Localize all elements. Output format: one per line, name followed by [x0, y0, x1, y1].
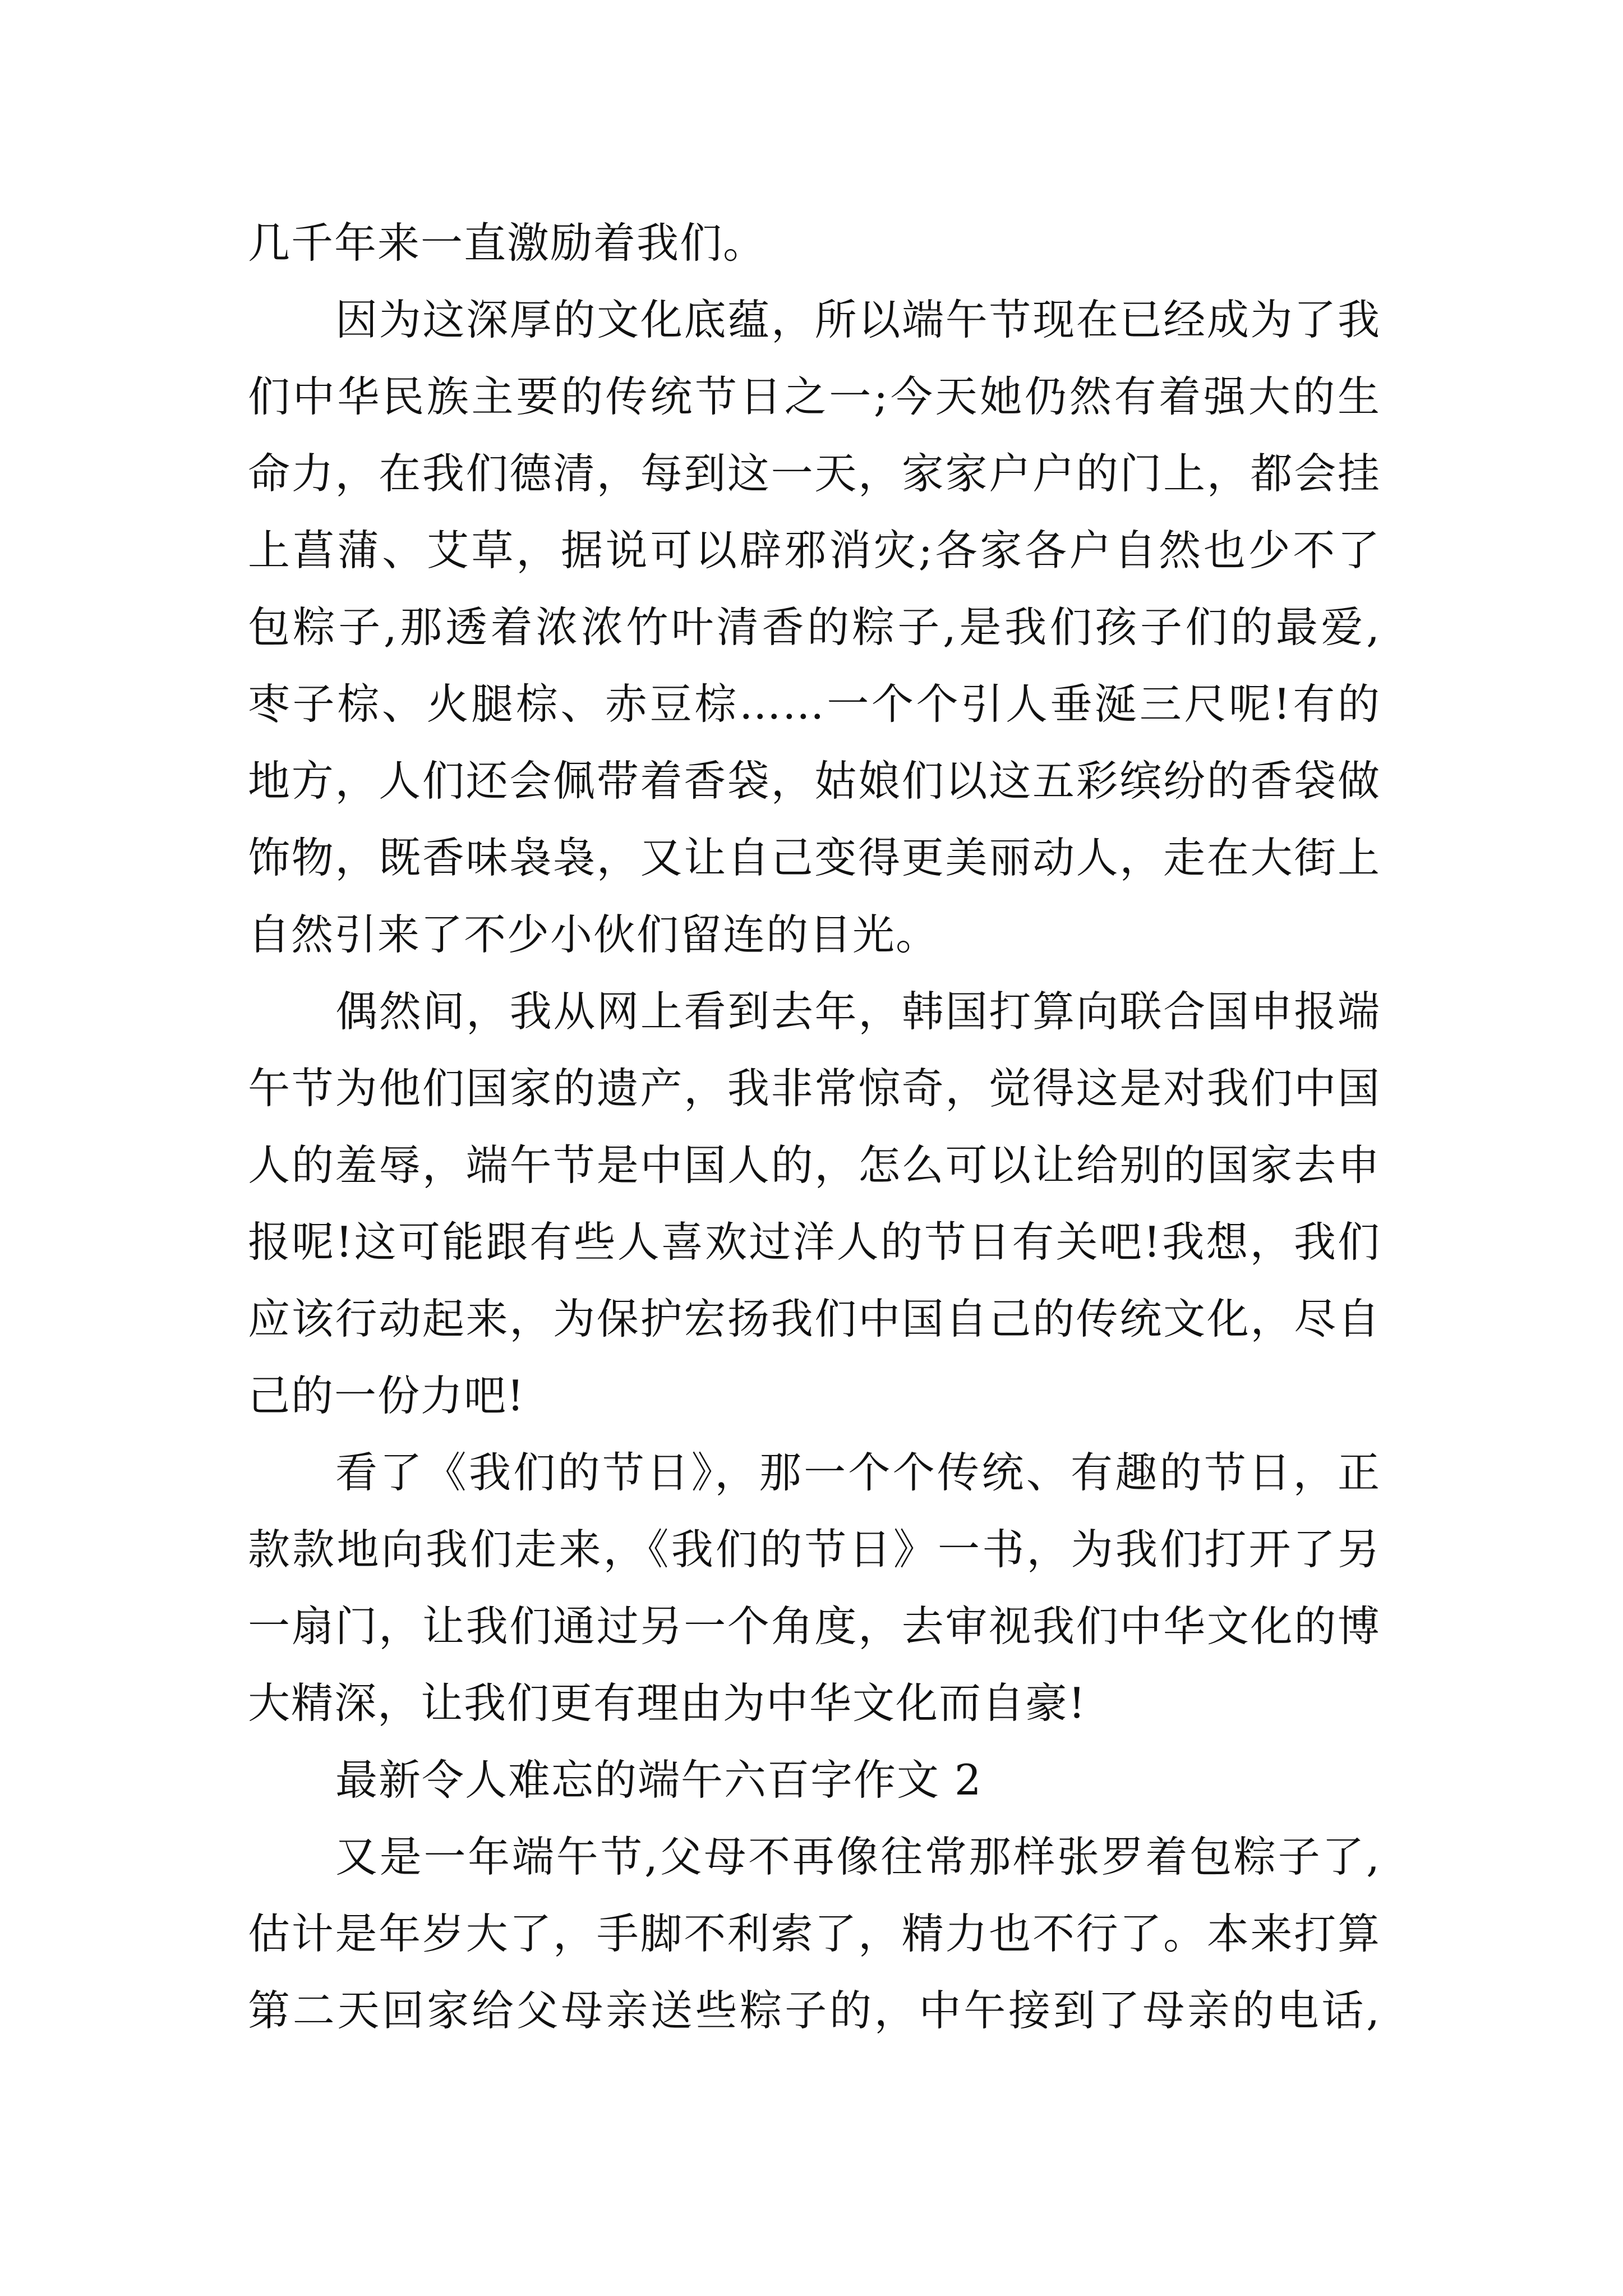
text-line: 看了《我们的节日》，那一个个传统、有趣的节日，正	[335, 1448, 1381, 1497]
text-line: 又是一年端午节,父母不再像往常那样张罗着包粽子了,	[335, 1832, 1381, 1881]
text-line: 款款地向我们走来，《我们的节日》一书，为我们打开了另	[248, 1525, 1381, 1574]
text-line: 命力，在我们德清，每到这一天，家家户户的门上，都会挂	[248, 449, 1381, 498]
text-line: 最新令人难忘的端午六百字作文 2	[335, 1755, 983, 1805]
text-line: 大精深，让我们更有理由为中华文化而自豪!	[248, 1678, 1087, 1728]
text-line: 地方，人们还会佩带着香袋，姑娘们以这五彩缤纷的香袋做	[248, 756, 1381, 806]
text-line: 报呢!这可能跟有些人喜欢过洋人的节日有关吧!我想，我们	[248, 1217, 1381, 1267]
text-line: 包粽子,那透着浓浓竹叶清香的粽子,是我们孩子们的最爱,	[248, 602, 1381, 652]
text-line: 一扇门，让我们通过另一个角度，去审视我们中华文化的博	[248, 1602, 1381, 1651]
text-line: 第二天回家给父母亲送些粽子的，中午接到了母亲的电话,	[248, 1986, 1381, 2035]
text-line: 因为这深厚的文化底蕴，所以端午节现在已经成为了我	[335, 295, 1381, 344]
text-line: 应该行动起来，为保护宏扬我们中国自己的传统文化，尽自	[248, 1294, 1381, 1343]
text-line: 偶然间，我从网上看到去年，韩国打算向联合国申报端	[335, 987, 1381, 1036]
text-line: 们中华民族主要的传统节日之一;今天她仍然有着强大的生	[248, 372, 1381, 421]
text-line: 午节为他们国家的遗产，我非常惊奇，觉得这是对我们中国	[248, 1064, 1381, 1113]
text-line: 几千年来一直激励着我们。	[248, 218, 767, 268]
text-line: 饰物，既香味袅袅，又让自己变得更美丽动人，走在大街上	[248, 833, 1381, 882]
text-line: 估计是年岁大了，手脚不利索了，精力也不行了。本来打算	[248, 1909, 1381, 1958]
text-line: 枣子棕、火腿棕、赤豆棕……一个个引人垂涎三尺呢!有的	[248, 679, 1381, 729]
text-line: 人的羞辱，端午节是中国人的，怎么可以让给别的国家去申	[248, 1140, 1381, 1190]
text-line: 自然引来了不少小伙们留连的目光。	[248, 910, 939, 959]
text-line: 己的一份力吧!	[248, 1371, 525, 1420]
text-line: 上菖蒲、艾草，据说可以辟邪消灾;各家各户自然也少不了	[248, 526, 1381, 575]
document-body	[248, 205, 1381, 2049]
